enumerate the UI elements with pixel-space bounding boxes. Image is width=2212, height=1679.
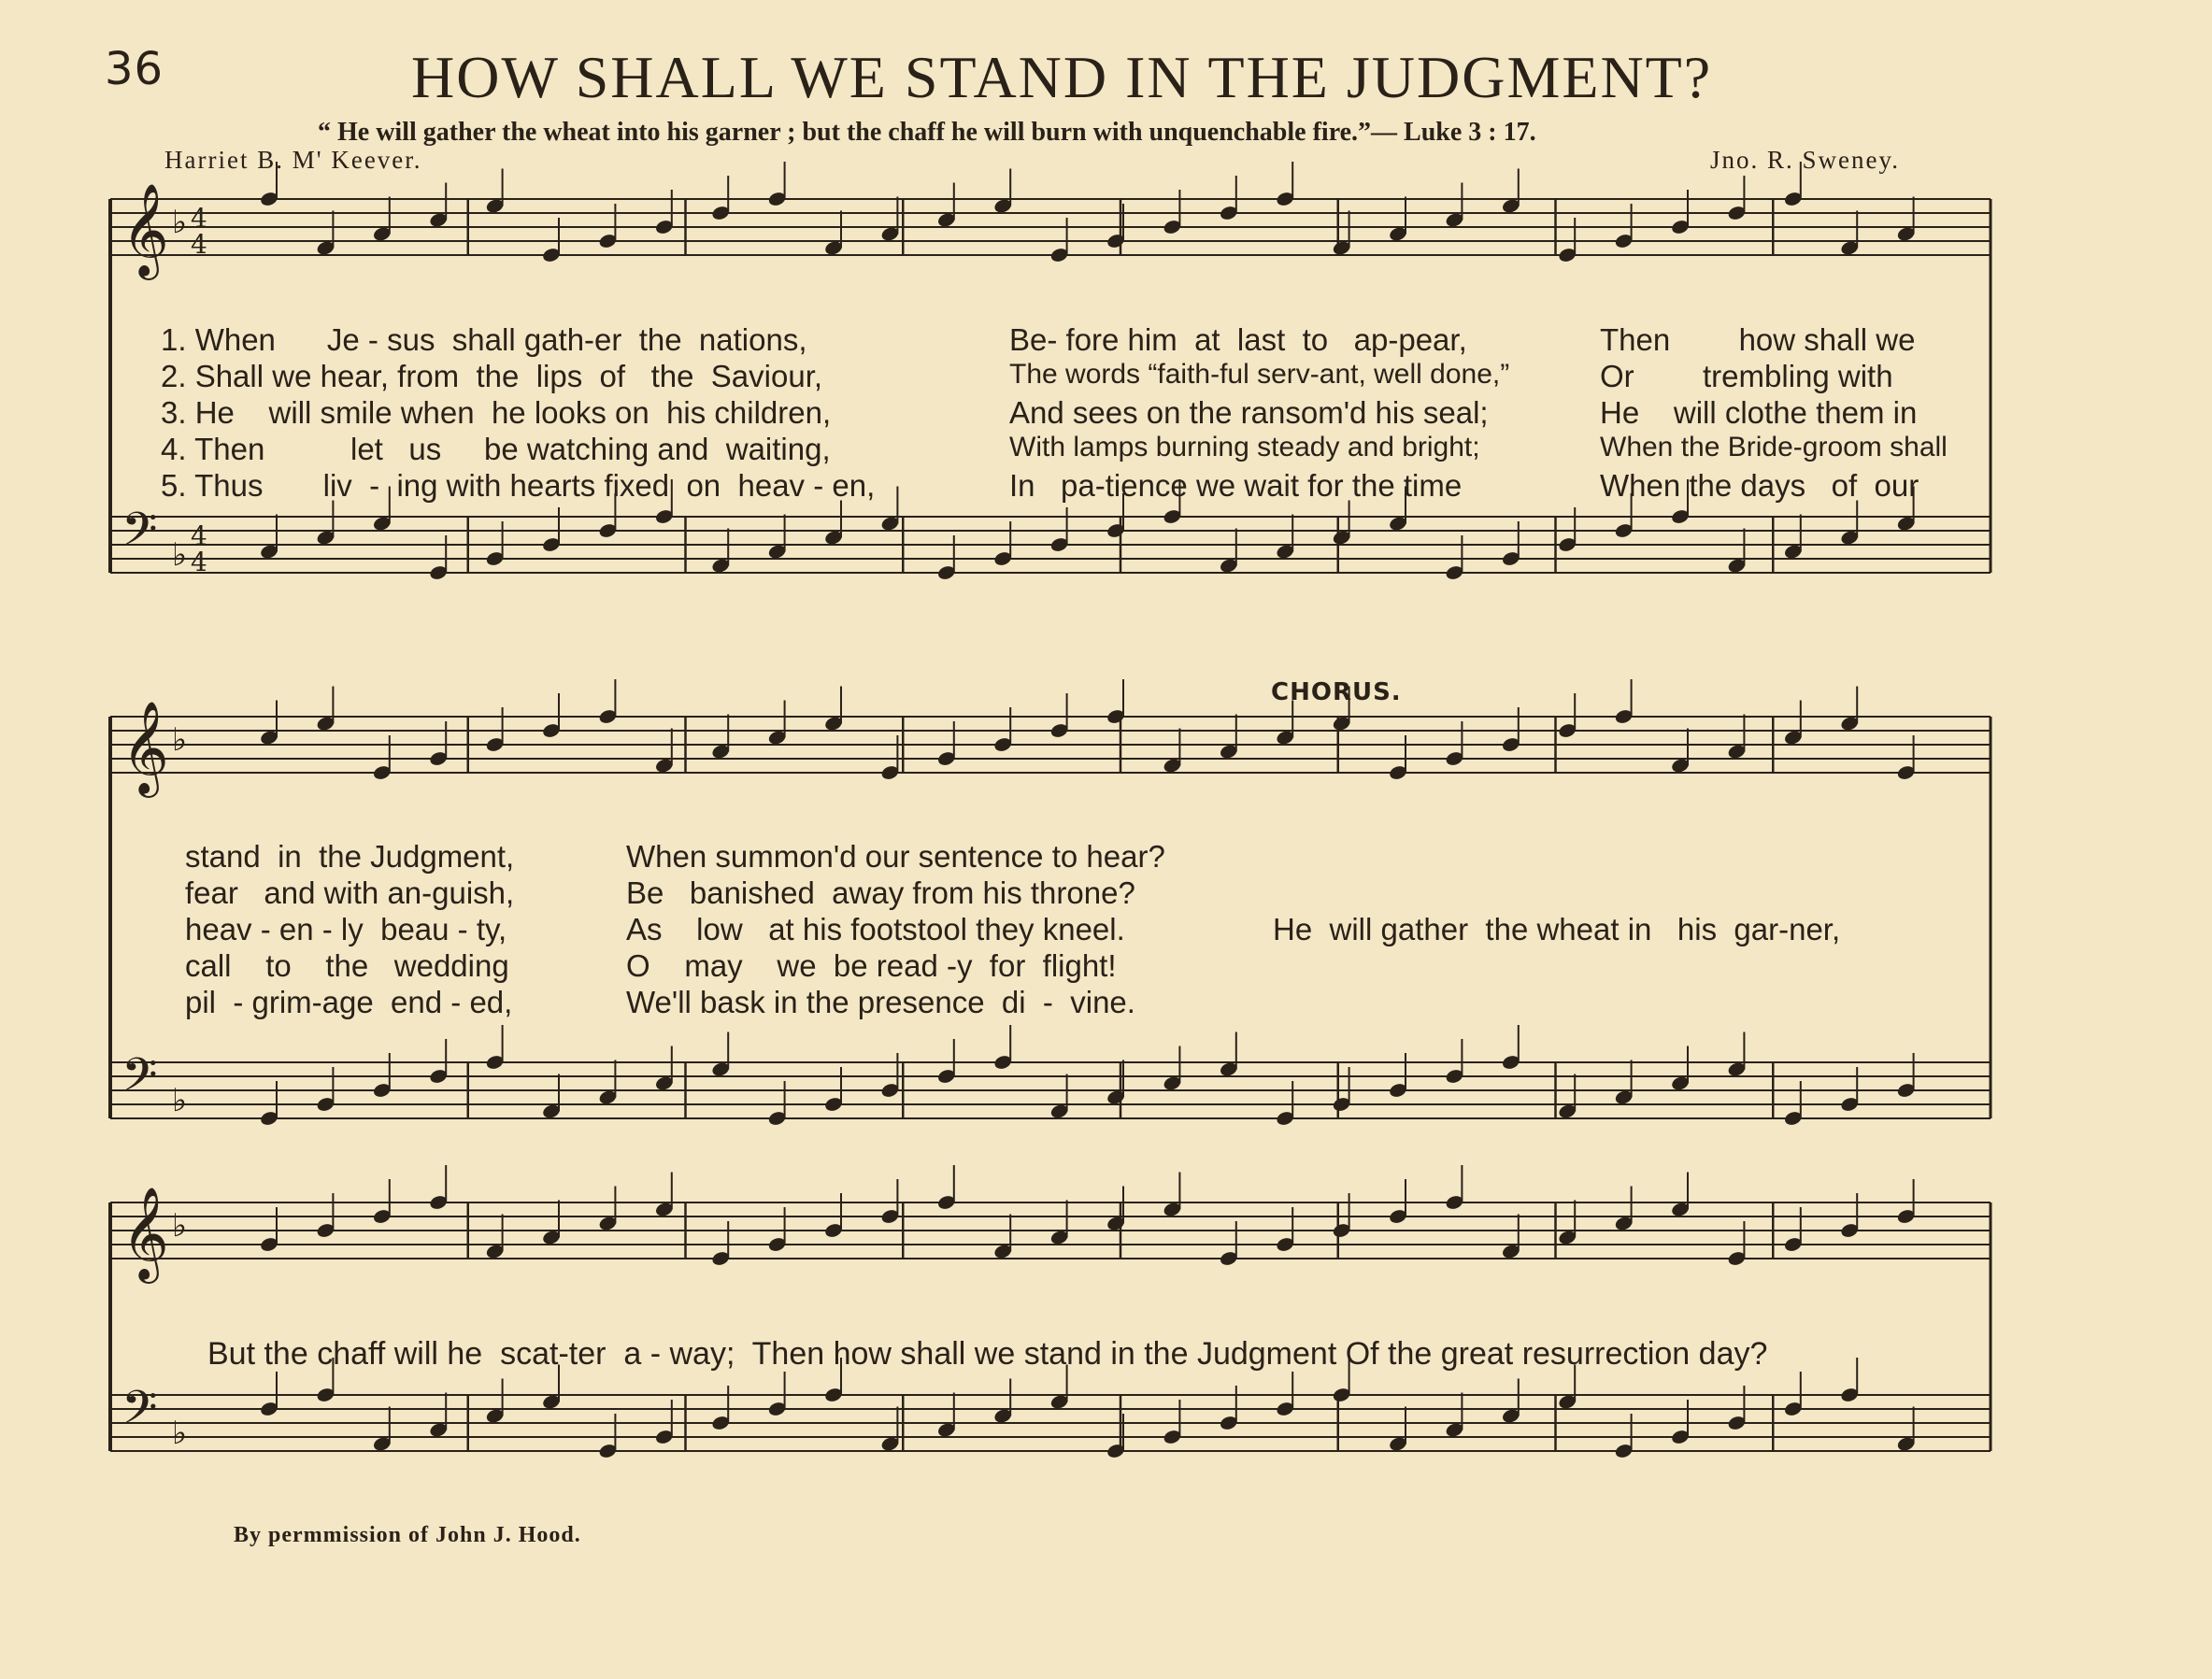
verse-line: pil - grim-age end - ed, (185, 985, 513, 1019)
verse-line: 2. Shall we hear, from the lips of the Saviour, (161, 359, 823, 393)
verse-line: As low at his footstool they kneel. (626, 912, 1125, 946)
verse-block-1 (161, 322, 875, 505)
verse-line: With lamps burning steady and bright; (1009, 432, 1480, 462)
verse-line: Or trembling with (1600, 359, 1893, 393)
hymn-title: HOW SHALL WE STAND IN THE JUDGMENT? (411, 44, 1713, 110)
chorus-label: CHORUS. (1271, 678, 1402, 706)
verse-line: When summon'd our sentence to hear? (626, 839, 1165, 874)
verse-line: He will clothe them in (1600, 395, 1918, 430)
verse-line: 1. When Je - sus shall gath-er the nations, (161, 322, 807, 357)
scripture-epigraph: “ He will gather the wheat into his garner ; but the chaff he will burn with unquenchable fire.”— Luke 3 : 17. (318, 118, 1536, 147)
music-symbol: 4 (191, 203, 207, 234)
final-lyric-line: But the chaff will he scat-ter a - way; Then how shall we stand in the Judgment Of the great resurrection day? (207, 1336, 1768, 1372)
music-symbol: 𝄢 (121, 1048, 158, 1114)
music-symbol: ♭ (172, 536, 188, 574)
verse-block-3 (1600, 322, 1948, 505)
verse-block-5 (626, 839, 1165, 1021)
verse-line: 4. Then let us be watching and waiting, (161, 432, 831, 466)
music-symbol: 𝄢 (121, 503, 158, 568)
verse-line: heav - en - ly beau - ty, (185, 912, 507, 946)
verse-line: We'll bask in the presence di - vine. (626, 985, 1135, 1019)
verse-line: When the days of our (1600, 468, 1919, 503)
verse-line: In pa-tience we wait for the time (1009, 468, 1463, 503)
verse-block-2 (1009, 322, 1509, 505)
verse-line: 5. Thus liv - ing with hearts fixed on heav - en, (161, 468, 876, 503)
verse-line: Be banished away from his throne? (626, 875, 1135, 910)
music-symbol: 𝄞 (121, 183, 169, 277)
music-symbol: ♭ (172, 1207, 188, 1245)
music-symbol: 4 (191, 229, 207, 260)
lyricist-credit: Harriet B. M' Keever. (164, 146, 422, 174)
verse-line: Then how shall we (1600, 322, 1916, 357)
permission-note: By permmission of John J. Hood. (234, 1523, 581, 1547)
chorus-lyric: He will gather the wheat in his gar-ner, (1273, 912, 1841, 946)
verse-line: And sees on the ransom'd his seal; (1009, 395, 1489, 430)
verse-line: When the Bride-groom shall (1600, 432, 1948, 462)
music-symbol: 𝄞 (121, 701, 169, 794)
music-symbol: ♭ (172, 1082, 188, 1119)
verse-line: The words “faith-ful serv-ant, well done,” (1009, 359, 1510, 390)
music-symbol: 𝄢 (121, 1381, 158, 1446)
music-symbol: 4 (191, 547, 207, 577)
music-symbol: ♭ (172, 204, 188, 241)
verse-line: call to the wedding (185, 948, 509, 983)
verse-line: O may we be read -y for flight! (626, 948, 1117, 983)
verse-line: Be- fore him at last to ap-pear, (1009, 322, 1467, 357)
verse-line: fear and with an-guish, (185, 875, 515, 910)
music-symbol: 4 (191, 520, 207, 551)
page-number: 36 (105, 43, 164, 95)
composer-credit: Jno. R. Sweney. (1710, 146, 1900, 174)
verse-line: 3. He will smile when he looks on his children, (161, 395, 832, 430)
music-symbol: ♭ (172, 1415, 188, 1452)
music-symbol: ♭ (172, 721, 188, 759)
verse-block-4 (185, 839, 514, 1021)
music-symbol: 𝄞 (121, 1187, 169, 1280)
verse-line: stand in the Judgment, (185, 839, 515, 874)
